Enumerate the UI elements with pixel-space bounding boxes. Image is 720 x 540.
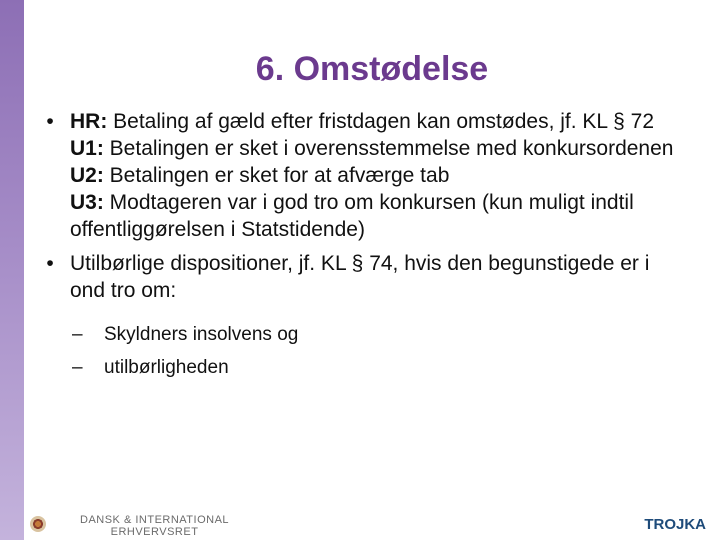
sub-item bbox=[72, 318, 690, 351]
bullet-line: U2: Betalingen er sket for at afværge tab bbox=[70, 164, 450, 187]
bullet-line: Utilbørlige dispositioner, jf. KL § 74, hvis den begunstigede er i ond tro om: bbox=[70, 252, 650, 302]
bullet-line: U1: Betalingen er sket i overensstemmelse med konkursordenen bbox=[70, 137, 674, 160]
seal-icon bbox=[30, 516, 46, 532]
bullet-line: U3: Modtageren var i god tro om konkursen (kun muligt indtil offentliggørelsen i Statstidende) bbox=[70, 191, 634, 241]
footer-org-line: ERHVERVSRET bbox=[110, 526, 199, 538]
footer-org-logo bbox=[80, 514, 229, 538]
slide-title: 6. Omstødelse bbox=[255, 50, 489, 88]
sub-item bbox=[72, 351, 690, 384]
sub-dash: – bbox=[72, 324, 83, 345]
bullet-item bbox=[30, 250, 690, 304]
bullet-line: HR: Betaling af gæld efter fristdagen kan omstødes, jf. KL § 72 bbox=[70, 110, 655, 133]
footer-brand-logo: TROJKA bbox=[644, 516, 706, 533]
sub-item-text: utilbørligheden bbox=[104, 357, 229, 378]
bullet-dot: • bbox=[46, 252, 54, 275]
sub-dash: – bbox=[72, 357, 83, 378]
slide-content bbox=[30, 108, 690, 384]
sub-item-text: Skyldners insolvens og bbox=[104, 324, 299, 345]
footer-org-line: DANSK & INTERNATIONAL bbox=[80, 514, 230, 526]
bullet-dot: • bbox=[46, 110, 54, 133]
bullet-item bbox=[30, 108, 690, 243]
sub-list bbox=[30, 318, 690, 384]
